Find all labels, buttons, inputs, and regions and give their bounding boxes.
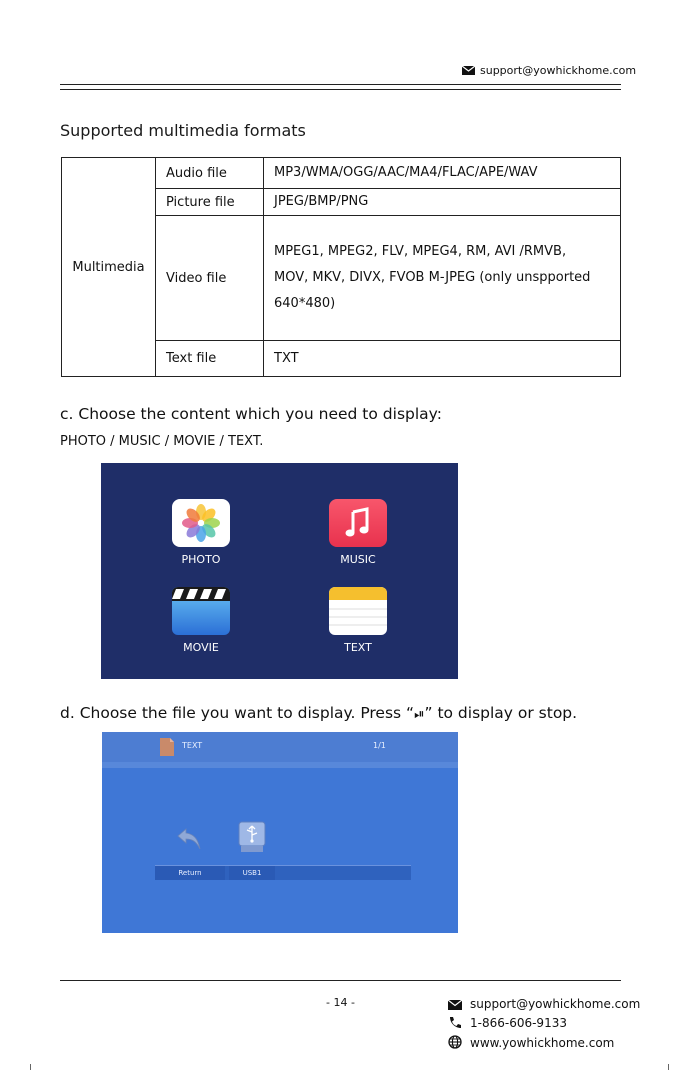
usb1-button[interactable]: USB1 xyxy=(229,866,275,880)
return-button[interactable]: Return xyxy=(155,866,225,880)
menu-item-music[interactable] xyxy=(318,499,398,566)
type-cell: Video file xyxy=(156,216,264,341)
table-row xyxy=(62,158,621,189)
mail-icon xyxy=(462,66,475,75)
file-browser-title: TEXT xyxy=(182,741,203,750)
category-cell: Multimedia xyxy=(62,158,156,377)
crop-mark xyxy=(668,1064,669,1070)
formats-cell: MP3/WMA/OGG/AAC/MA4/FLAC/APE/WAV xyxy=(264,158,621,189)
document-icon xyxy=(160,738,174,756)
file-browser-screen xyxy=(102,732,458,933)
menu-item-label: MUSIC xyxy=(340,553,376,566)
menu-item-text[interactable] xyxy=(318,587,398,654)
footer-phone-text[interactable]: 1-866-606-9133 xyxy=(470,1016,567,1030)
notes-icon xyxy=(329,587,387,635)
step-c-text: c. Choose the content which you need to display: xyxy=(60,405,442,423)
header-rule xyxy=(60,84,621,85)
file-browser-page-count: 1/1 xyxy=(373,741,386,750)
mail-icon xyxy=(448,999,462,1013)
menu-item-movie[interactable] xyxy=(161,587,241,654)
file-browser-header-band xyxy=(102,762,458,768)
file-browser-header xyxy=(102,732,458,762)
formats-cell: JPEG/BMP/PNG xyxy=(264,189,621,216)
menu-item-label: PHOTO xyxy=(181,553,221,566)
step-d-after: ” to display or stop. xyxy=(424,704,578,722)
step-d-before: d. Choose the file you want to display. Press “ xyxy=(60,704,415,722)
step-c-options: PHOTO / MUSIC / MOVIE / TEXT. xyxy=(60,434,264,449)
type-cell: Audio file xyxy=(156,158,264,189)
step-d-text xyxy=(60,704,577,722)
formats-table xyxy=(61,157,621,377)
header-email-text[interactable]: support@yowhickhome.com xyxy=(480,64,637,77)
crop-mark xyxy=(30,1064,31,1070)
formats-line: 640*480) xyxy=(274,296,336,311)
menu-item-label: MOVIE xyxy=(183,641,219,654)
menu-item-label: TEXT xyxy=(344,641,372,654)
music-note-icon xyxy=(329,499,387,547)
header-email xyxy=(462,64,636,77)
page-number: - 14 - xyxy=(326,996,355,1009)
usb-drive-icon[interactable] xyxy=(238,820,266,854)
photos-icon xyxy=(172,499,230,547)
formats-line: MOV, MKV, DIVX, FVOB M-JPEG (only unspported xyxy=(274,270,591,285)
footer-website xyxy=(448,1035,614,1052)
header-rule-secondary xyxy=(60,89,621,90)
formats-cell xyxy=(264,216,621,341)
file-browser-bar xyxy=(155,865,411,880)
formats-cell: TXT xyxy=(264,341,621,377)
clapperboard-icon xyxy=(172,587,230,635)
phone-icon xyxy=(448,1016,462,1032)
play-pause-icon: ⏯ xyxy=(414,707,425,722)
footer-phone xyxy=(448,1016,567,1032)
footer-email-text[interactable]: support@yowhickhome.com xyxy=(470,997,641,1011)
footer-rule xyxy=(60,980,621,981)
menu-item-photo[interactable] xyxy=(161,499,241,566)
section-title: Supported multimedia formats xyxy=(60,121,306,140)
type-cell: Text file xyxy=(156,341,264,377)
globe-icon xyxy=(448,1035,462,1052)
footer-website-text[interactable]: www.yowhickhome.com xyxy=(470,1036,615,1050)
return-arrow-icon[interactable] xyxy=(176,827,202,851)
footer-email xyxy=(448,997,640,1013)
type-cell: Picture file xyxy=(156,189,264,216)
media-menu-screen xyxy=(101,463,458,679)
formats-line: MPEG1, MPEG2, FLV, MPEG4, RM, AVI /RMVB, xyxy=(274,244,567,259)
